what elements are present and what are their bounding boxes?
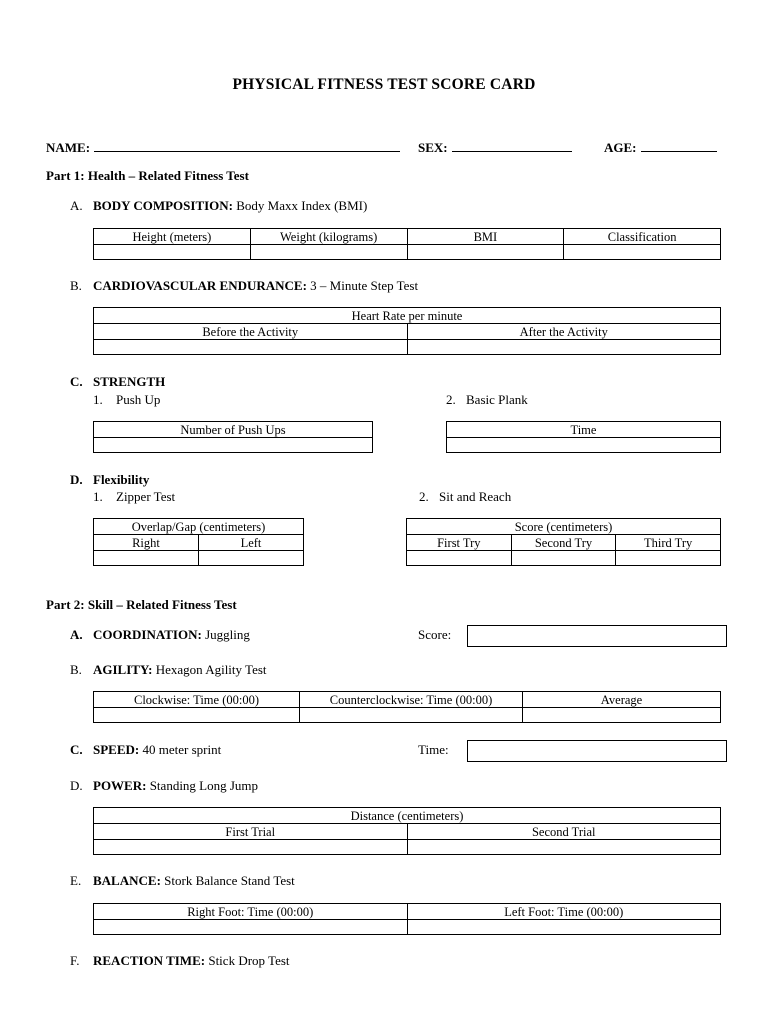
counterclockwise-cell[interactable]: [300, 708, 523, 723]
time-label: Time:: [418, 742, 449, 757]
first-try-cell[interactable]: [407, 551, 512, 566]
part2-heading: Part 2: Skill – Related Fitness Test: [46, 597, 237, 612]
bmi-cell[interactable]: [407, 245, 564, 260]
right-foot-cell[interactable]: [94, 920, 408, 935]
second-try-cell[interactable]: [511, 551, 616, 566]
section-label: REACTION TIME:: [93, 953, 206, 968]
balance-heading: [70, 874, 295, 887]
item-text: Zipper Test: [116, 489, 176, 504]
item-number: 2.: [446, 392, 456, 407]
item-text: Basic Plank: [466, 392, 528, 407]
zipper-test-label: [93, 490, 175, 503]
section-label: Flexibility: [93, 472, 150, 487]
section-desc: 40 meter sprint: [142, 742, 222, 757]
section-desc: Standing Long Jump: [149, 778, 259, 793]
table-header: Classification: [564, 229, 721, 245]
item-number: 2.: [419, 489, 429, 504]
item-letter: A.: [70, 198, 83, 213]
table-header: BMI: [407, 229, 564, 245]
table-header: Overlap/Gap (centimeters): [94, 519, 304, 535]
section-desc: Hexagon Agility Test: [155, 662, 267, 677]
table-header: Right: [94, 535, 199, 551]
item-text: Push Up: [116, 392, 161, 407]
section-desc: 3 – Minute Step Test: [310, 278, 419, 293]
first-trial-cell[interactable]: [94, 840, 408, 855]
speed-time-box[interactable]: [467, 740, 727, 762]
bmi-table: [93, 228, 721, 260]
coordination-score-box[interactable]: [467, 625, 727, 647]
name-line[interactable]: [94, 140, 400, 152]
reaction-time-heading: [70, 954, 290, 967]
section-label: CARDIOVASCULAR ENDURANCE:: [93, 278, 307, 293]
name-field[interactable]: [46, 140, 400, 154]
table-header: Left Foot: Time (00:00): [407, 904, 721, 920]
section-label: AGILITY:: [93, 662, 153, 677]
item-letter: F.: [70, 953, 80, 968]
item-letter: A.: [70, 627, 83, 642]
section-label: SPEED:: [93, 742, 140, 757]
cardio-heading: [70, 279, 418, 292]
long-jump-table: [93, 807, 721, 855]
second-trial-cell[interactable]: [407, 840, 721, 855]
plank-table: [446, 421, 721, 453]
item-letter: B.: [70, 662, 82, 677]
plank-time-cell[interactable]: [447, 438, 721, 453]
balance-table: [93, 903, 721, 935]
sex-field[interactable]: [418, 140, 572, 154]
table-header: Average: [523, 692, 721, 708]
age-line[interactable]: [641, 140, 717, 152]
sex-label: SEX:: [418, 140, 448, 155]
table-header: Heart Rate per minute: [94, 308, 721, 324]
table-header: Second Trial: [407, 824, 721, 840]
basic-plank-label: [446, 393, 528, 406]
part1-heading: Part 1: Health – Related Fitness Test: [46, 168, 249, 183]
clockwise-cell[interactable]: [94, 708, 300, 723]
classification-cell[interactable]: [564, 245, 721, 260]
item-letter: D.: [70, 472, 83, 487]
section-label: BODY COMPOSITION:: [93, 198, 233, 213]
after-activity-cell[interactable]: [407, 340, 721, 355]
section-desc: Stick Drop Test: [208, 953, 290, 968]
item-letter: D.: [70, 778, 83, 793]
age-label: AGE:: [604, 140, 637, 155]
section-desc: Stork Balance Stand Test: [164, 873, 295, 888]
heart-rate-table: [93, 307, 721, 355]
section-label: POWER:: [93, 778, 147, 793]
flexibility-heading: [70, 473, 149, 486]
table-header: Third Try: [616, 535, 721, 551]
table-header: Clockwise: Time (00:00): [94, 692, 300, 708]
table-header: Counterclockwise: Time (00:00): [300, 692, 523, 708]
table-header: Before the Activity: [94, 324, 408, 340]
name-label: NAME:: [46, 140, 91, 155]
score-label: Score:: [418, 627, 452, 642]
table-header: Number of Push Ups: [94, 422, 373, 438]
table-header: Right Foot: Time (00:00): [94, 904, 408, 920]
table-header: First Try: [407, 535, 512, 551]
speed-heading: [70, 743, 221, 756]
height-cell[interactable]: [94, 245, 251, 260]
section-label: STRENGTH: [93, 374, 166, 389]
table-header: Weight (kilograms): [250, 229, 407, 245]
sit-and-reach-table: [406, 518, 721, 566]
table-header: Time: [447, 422, 721, 438]
before-activity-cell[interactable]: [94, 340, 408, 355]
table-header: Left: [199, 535, 304, 551]
agility-heading: [70, 663, 267, 676]
section-desc: Body Maxx Index (BMI): [236, 198, 368, 213]
item-letter: E.: [70, 873, 82, 888]
page-title: PHYSICAL FITNESS TEST SCORE CARD: [232, 76, 536, 93]
table-header: First Trial: [94, 824, 408, 840]
push-ups-cell[interactable]: [94, 438, 373, 453]
section-label: BALANCE:: [93, 873, 161, 888]
section-label: COORDINATION:: [93, 627, 202, 642]
table-header: Distance (centimeters): [94, 808, 721, 824]
table-header: After the Activity: [407, 324, 721, 340]
item-number: 1.: [93, 392, 103, 407]
zipper-test-table: [93, 518, 304, 566]
power-heading: [70, 779, 258, 792]
sex-line[interactable]: [452, 140, 572, 152]
sit-and-reach-label: [419, 490, 511, 503]
coordination-heading: [70, 628, 250, 641]
left-cell[interactable]: [199, 551, 304, 566]
weight-cell[interactable]: [250, 245, 407, 260]
age-field[interactable]: [604, 140, 717, 154]
agility-table: [93, 691, 721, 723]
right-cell[interactable]: [94, 551, 199, 566]
strength-heading: [70, 375, 165, 388]
average-cell[interactable]: [523, 708, 721, 723]
push-up-label: [93, 393, 160, 406]
third-try-cell[interactable]: [616, 551, 721, 566]
table-header: Height (meters): [94, 229, 251, 245]
table-header: Score (centimeters): [407, 519, 721, 535]
left-foot-cell[interactable]: [407, 920, 721, 935]
body-composition-heading: [70, 199, 367, 212]
item-letter: C.: [70, 374, 83, 389]
item-text: Sit and Reach: [439, 489, 512, 504]
section-desc: Juggling: [205, 627, 250, 642]
item-letter: C.: [70, 742, 83, 757]
table-header: Second Try: [511, 535, 616, 551]
item-letter: B.: [70, 278, 82, 293]
push-up-table: [93, 421, 373, 453]
item-number: 1.: [93, 489, 103, 504]
